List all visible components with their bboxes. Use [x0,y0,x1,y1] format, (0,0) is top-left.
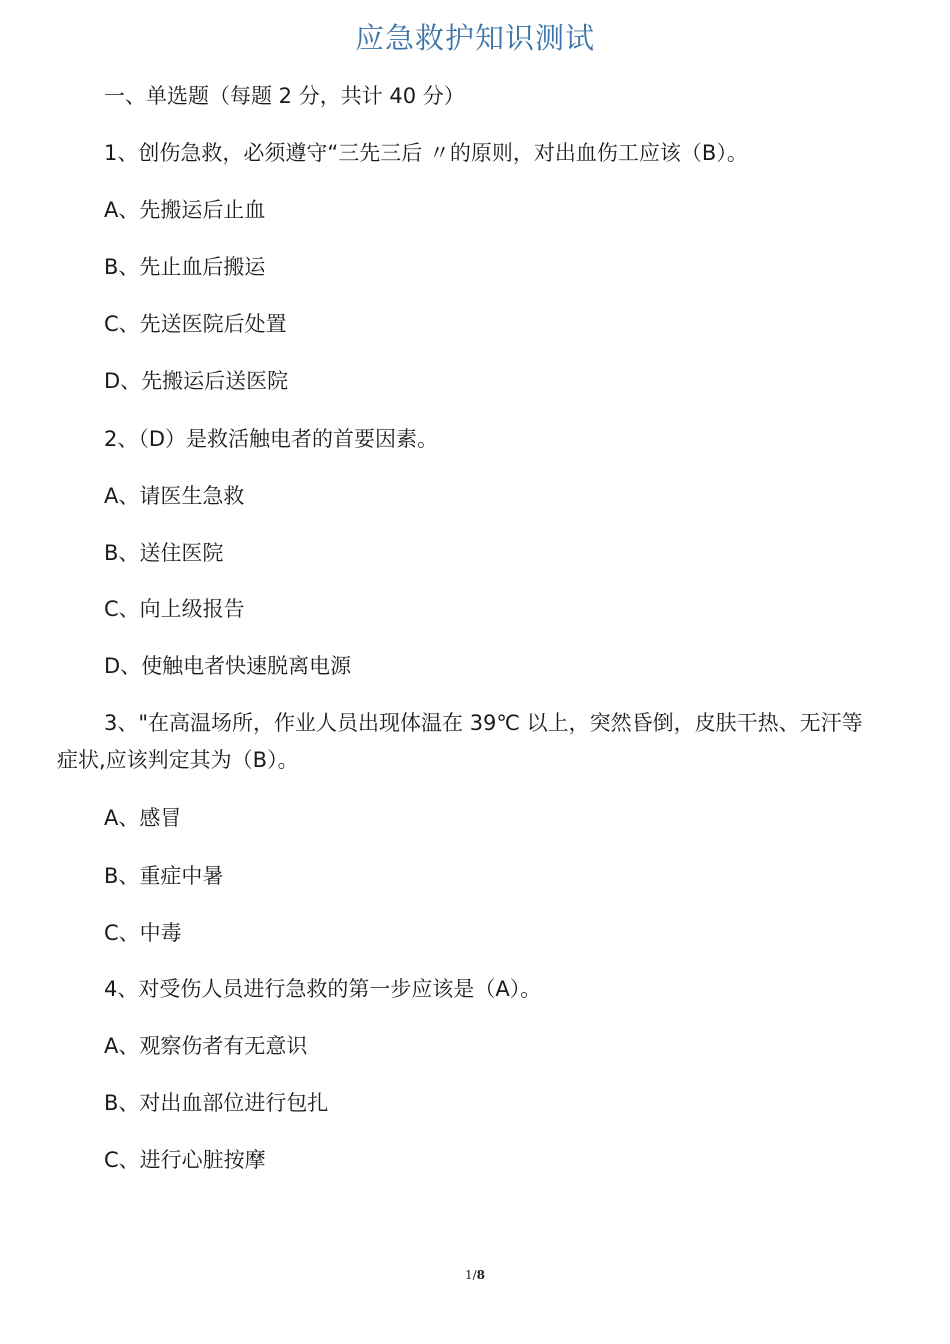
page-current: 1/ [464,1268,477,1282]
question-4-stem: 4、对受伤人员进行急救的第一步应该是（A）。 [104,977,542,1001]
document-title: 应急救护知识测试 [354,21,595,55]
question-2-option-a: A、请医生急救 [104,484,245,508]
question-1-option-a: A、先搬运后止血 [104,198,266,222]
question-4-option-b: B、对出血部位进行包扎 [104,1091,329,1115]
question-2-option-d: D、使触电者快速脱离电源 [104,654,352,678]
page-number [0,1268,950,1282]
question-1-option-d: D、先搬运后送医院 [104,369,289,393]
question-1-stem: 1、创伤急救，必须遵守“三先三后 〃的原则，对出血伤工应该（B）。 [104,141,748,165]
question-3-option-c: C、中毒 [104,921,182,945]
section-heading: 一、单选题（每题 2 分，共计 40 分） [104,84,465,108]
question-2-stem: 2、（D）是救活触电者的首要因素。 [104,427,439,451]
question-4-option-c: C、进行心脏按摩 [104,1148,266,1172]
question-3-stem: 3、"在高温场所，作业人员出现体温在 39℃ 以上，突然昏倒，皮肤干热、无汗等症状,应该判定其为（B）。 [57,711,863,772]
question-1-option-b: B、先止血后搬运 [104,255,266,279]
question-2-option-c: C、向上级报告 [104,597,245,621]
question-3-option-a: A、感冒 [104,806,182,830]
question-4-option-a: A、观察伤者有无意识 [104,1034,308,1058]
question-1-option-c: C、先送医院后处置 [104,312,287,336]
question-3-option-b: B、重症中暑 [104,864,224,888]
question-2-option-b: B、送住医院 [104,541,224,565]
page-total: 8 [476,1268,486,1282]
